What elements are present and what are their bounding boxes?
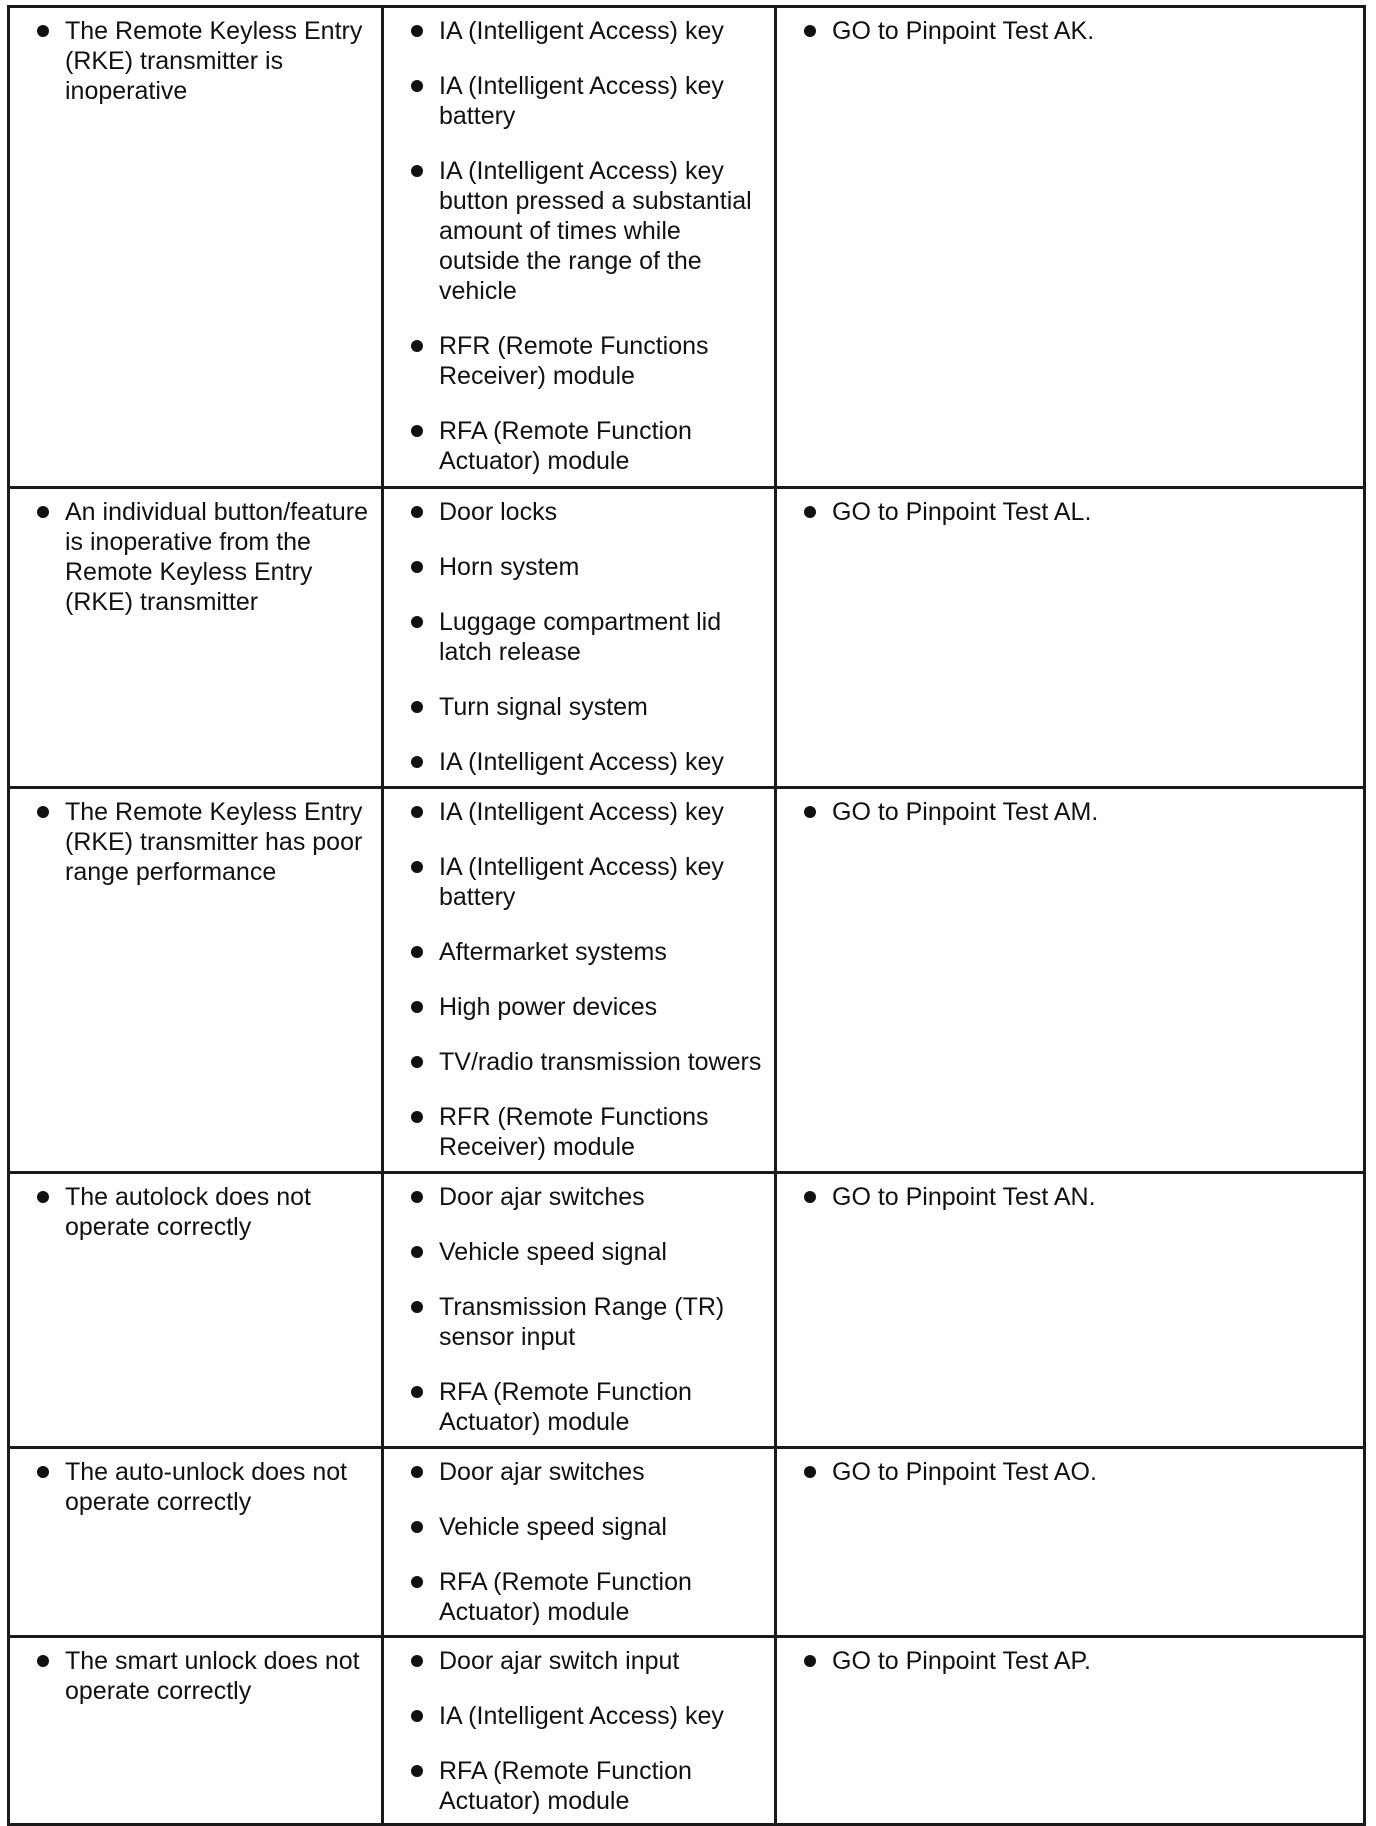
bullet-icon bbox=[411, 1111, 423, 1123]
condition-cell bbox=[9, 1448, 383, 1637]
condition-item-text: The autolock does not operate correctly bbox=[65, 1183, 311, 1241]
bullet-icon bbox=[411, 1655, 423, 1667]
action-item bbox=[785, 16, 1355, 46]
possible-source-item bbox=[392, 1567, 766, 1627]
condition-list bbox=[18, 1182, 373, 1242]
condition-cell bbox=[9, 1637, 383, 1825]
bullet-icon bbox=[411, 1246, 423, 1258]
possible-source-item-text: RFA (Remote Function Actuator) module bbox=[439, 1757, 692, 1815]
possible-source-list bbox=[392, 16, 766, 476]
condition-list bbox=[18, 1646, 373, 1706]
possible-source-item-text: IA (Intelligent Access) key bbox=[439, 748, 724, 776]
condition-item-text: The Remote Keyless Entry (RKE) transmitter is inoperative bbox=[65, 17, 363, 105]
possible-source-item bbox=[392, 331, 766, 391]
possible-source-item bbox=[392, 992, 766, 1022]
possible-source-item bbox=[392, 552, 766, 582]
possible-source-item bbox=[392, 1292, 766, 1352]
condition-item bbox=[18, 16, 373, 106]
possible-source-list bbox=[392, 1457, 766, 1627]
bullet-icon bbox=[37, 506, 49, 518]
possible-source-item-text: RFR (Remote Functions Receiver) module bbox=[439, 332, 709, 390]
condition-list bbox=[18, 1457, 373, 1517]
possible-source-item-text: Transmission Range (TR) sensor input bbox=[439, 1293, 725, 1351]
possible-source-item-text: High power devices bbox=[439, 993, 658, 1021]
bullet-icon bbox=[804, 1466, 816, 1478]
condition-list bbox=[18, 797, 373, 887]
table-row bbox=[9, 1448, 1365, 1637]
bullet-icon bbox=[804, 506, 816, 518]
action-item-text: GO to Pinpoint Test AK. bbox=[832, 17, 1095, 45]
action-list bbox=[785, 1646, 1355, 1676]
bullet-icon bbox=[804, 806, 816, 818]
possible-source-item-text: RFA (Remote Function Actuator) module bbox=[439, 1378, 692, 1436]
bullet-icon bbox=[804, 1655, 816, 1667]
condition-item bbox=[18, 1182, 373, 1242]
action-item bbox=[785, 1457, 1355, 1487]
bullet-icon bbox=[411, 506, 423, 518]
possible-source-cell bbox=[383, 1448, 776, 1637]
possible-source-cell bbox=[383, 1637, 776, 1825]
possible-source-item-text: Luggage compartment lid latch release bbox=[439, 608, 722, 666]
possible-source-list bbox=[392, 1646, 766, 1816]
condition-item-text: The smart unlock does not operate correctly bbox=[65, 1647, 360, 1705]
condition-item-text: An individual button/feature is inoperative from the Remote Keyless Entry (RKE) transmitter bbox=[65, 498, 368, 616]
possible-source-item bbox=[392, 1102, 766, 1162]
possible-source-item-text: IA (Intelligent Access) key battery bbox=[439, 853, 724, 911]
possible-source-item bbox=[392, 797, 766, 827]
action-item bbox=[785, 497, 1355, 527]
condition-item-text: The auto-unlock does not operate correctly bbox=[65, 1458, 348, 1516]
bullet-icon bbox=[804, 25, 816, 37]
possible-source-cell bbox=[383, 7, 776, 488]
table-row bbox=[9, 488, 1365, 788]
possible-source-list bbox=[392, 797, 766, 1162]
condition-list bbox=[18, 497, 373, 617]
possible-source-item bbox=[392, 852, 766, 912]
possible-source-item bbox=[392, 497, 766, 527]
possible-source-item-text: Door ajar switches bbox=[439, 1458, 645, 1486]
bullet-icon bbox=[411, 756, 423, 768]
action-list bbox=[785, 497, 1355, 527]
table-row bbox=[9, 788, 1365, 1173]
possible-source-item-text: IA (Intelligent Access) key button pressed a substantial amount of times while outside the range of the vehicle bbox=[439, 157, 752, 305]
possible-source-item bbox=[392, 607, 766, 667]
bullet-icon bbox=[411, 701, 423, 713]
bullet-icon bbox=[37, 1466, 49, 1478]
possible-source-item bbox=[392, 416, 766, 476]
possible-source-item-text: RFA (Remote Function Actuator) module bbox=[439, 1568, 692, 1626]
bullet-icon bbox=[411, 1001, 423, 1013]
possible-source-item bbox=[392, 1756, 766, 1816]
possible-source-cell bbox=[383, 1173, 776, 1448]
possible-source-item-text: Door ajar switch input bbox=[439, 1647, 680, 1675]
table-row bbox=[9, 1173, 1365, 1448]
table-row bbox=[9, 7, 1365, 488]
bullet-icon bbox=[411, 1191, 423, 1203]
bullet-icon bbox=[37, 806, 49, 818]
possible-source-item bbox=[392, 937, 766, 967]
possible-source-item bbox=[392, 1377, 766, 1437]
condition-item bbox=[18, 1646, 373, 1706]
possible-source-list bbox=[392, 1182, 766, 1437]
action-item bbox=[785, 797, 1355, 827]
bullet-icon bbox=[37, 25, 49, 37]
possible-source-item bbox=[392, 747, 766, 777]
bullet-icon bbox=[411, 1765, 423, 1777]
bullet-icon bbox=[411, 946, 423, 958]
possible-source-item bbox=[392, 156, 766, 306]
possible-source-item-text: Vehicle speed signal bbox=[439, 1238, 667, 1266]
bullet-icon bbox=[411, 25, 423, 37]
possible-source-item-text: Turn signal system bbox=[439, 693, 648, 721]
possible-source-cell bbox=[383, 488, 776, 788]
possible-source-item bbox=[392, 1457, 766, 1487]
bullet-icon bbox=[411, 806, 423, 818]
condition-item bbox=[18, 1457, 373, 1517]
condition-item bbox=[18, 497, 373, 617]
action-list bbox=[785, 797, 1355, 827]
action-cell bbox=[776, 1448, 1365, 1637]
possible-source-item-text: IA (Intelligent Access) key bbox=[439, 17, 724, 45]
bullet-icon bbox=[411, 340, 423, 352]
possible-source-item bbox=[392, 1701, 766, 1731]
possible-source-item-text: IA (Intelligent Access) key bbox=[439, 798, 724, 826]
bullet-icon bbox=[411, 1710, 423, 1722]
bullet-icon bbox=[411, 165, 423, 177]
condition-list bbox=[18, 16, 373, 106]
bullet-icon bbox=[411, 861, 423, 873]
possible-source-item-text: RFR (Remote Functions Receiver) module bbox=[439, 1103, 709, 1161]
possible-source-item-text: Vehicle speed signal bbox=[439, 1513, 667, 1541]
bullet-icon bbox=[411, 80, 423, 92]
symptom-chart-body bbox=[9, 7, 1365, 1825]
action-item bbox=[785, 1182, 1355, 1212]
bullet-icon bbox=[411, 616, 423, 628]
condition-cell bbox=[9, 7, 383, 488]
condition-item bbox=[18, 797, 373, 887]
possible-source-item-text: Door ajar switches bbox=[439, 1183, 645, 1211]
symptom-chart-table bbox=[7, 5, 1366, 1826]
table-row bbox=[9, 1637, 1365, 1825]
possible-source-item-text: RFA (Remote Function Actuator) module bbox=[439, 417, 692, 475]
bullet-icon bbox=[411, 1301, 423, 1313]
action-cell bbox=[776, 7, 1365, 488]
bullet-icon bbox=[37, 1191, 49, 1203]
action-item-text: GO to Pinpoint Test AM. bbox=[832, 798, 1099, 826]
possible-source-item bbox=[392, 1512, 766, 1542]
condition-item-text: The Remote Keyless Entry (RKE) transmitter has poor range performance bbox=[65, 798, 363, 886]
possible-source-item-text: Horn system bbox=[439, 553, 580, 581]
bullet-icon bbox=[411, 1056, 423, 1068]
possible-source-cell bbox=[383, 788, 776, 1173]
bullet-icon bbox=[411, 1576, 423, 1588]
action-cell bbox=[776, 1637, 1365, 1825]
bullet-icon bbox=[804, 1191, 816, 1203]
possible-source-item bbox=[392, 1182, 766, 1212]
action-list bbox=[785, 1182, 1355, 1212]
action-item-text: GO to Pinpoint Test AO. bbox=[832, 1458, 1097, 1486]
action-cell bbox=[776, 488, 1365, 788]
action-cell bbox=[776, 1173, 1365, 1448]
possible-source-item bbox=[392, 16, 766, 46]
action-item-text: GO to Pinpoint Test AN. bbox=[832, 1183, 1096, 1211]
bullet-icon bbox=[411, 1521, 423, 1533]
action-item bbox=[785, 1646, 1355, 1676]
condition-cell bbox=[9, 488, 383, 788]
possible-source-item-text: IA (Intelligent Access) key bbox=[439, 1702, 724, 1730]
condition-cell bbox=[9, 788, 383, 1173]
bullet-icon bbox=[411, 1386, 423, 1398]
possible-source-item-text: TV/radio transmission towers bbox=[439, 1048, 762, 1076]
condition-cell bbox=[9, 1173, 383, 1448]
bullet-icon bbox=[37, 1655, 49, 1667]
possible-source-item bbox=[392, 71, 766, 131]
possible-source-list bbox=[392, 497, 766, 777]
action-list bbox=[785, 16, 1355, 46]
bullet-icon bbox=[411, 1466, 423, 1478]
bullet-icon bbox=[411, 561, 423, 573]
possible-source-item bbox=[392, 1047, 766, 1077]
bullet-icon bbox=[411, 425, 423, 437]
action-list bbox=[785, 1457, 1355, 1487]
possible-source-item-text: Aftermarket systems bbox=[439, 938, 667, 966]
possible-source-item bbox=[392, 1237, 766, 1267]
possible-source-item bbox=[392, 1646, 766, 1676]
possible-source-item-text: Door locks bbox=[439, 498, 558, 526]
possible-source-item-text: IA (Intelligent Access) key battery bbox=[439, 72, 724, 130]
action-item-text: GO to Pinpoint Test AP. bbox=[832, 1647, 1091, 1675]
action-cell bbox=[776, 788, 1365, 1173]
possible-source-item bbox=[392, 692, 766, 722]
action-item-text: GO to Pinpoint Test AL. bbox=[832, 498, 1092, 526]
